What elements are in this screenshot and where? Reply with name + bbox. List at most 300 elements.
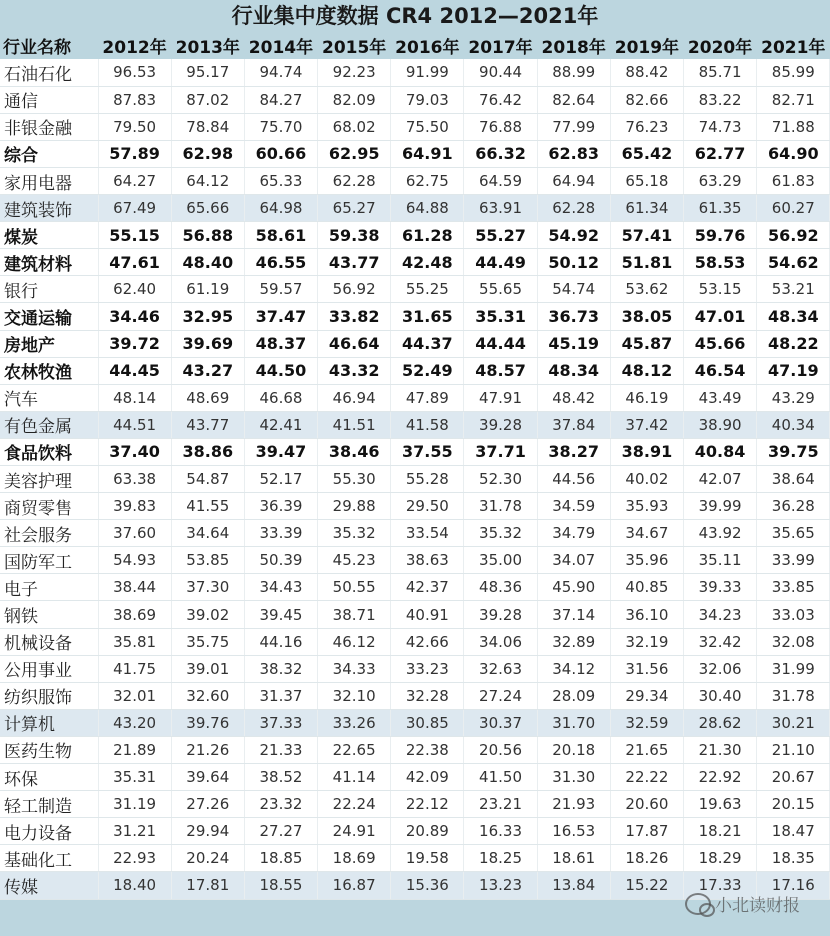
value-cell: 38.44 bbox=[98, 574, 171, 601]
value-cell: 17.81 bbox=[171, 872, 244, 899]
value-cell: 45.87 bbox=[610, 330, 683, 357]
value-cell: 54.92 bbox=[537, 222, 610, 249]
value-cell: 96.53 bbox=[98, 59, 171, 86]
value-cell: 45.19 bbox=[537, 330, 610, 357]
value-cell: 33.54 bbox=[391, 520, 464, 547]
value-cell: 37.47 bbox=[244, 303, 317, 330]
value-cell: 65.27 bbox=[318, 195, 391, 222]
value-cell: 39.28 bbox=[464, 601, 537, 628]
value-cell: 31.65 bbox=[391, 303, 464, 330]
value-cell: 34.64 bbox=[171, 520, 244, 547]
value-cell: 33.23 bbox=[391, 655, 464, 682]
industry-name-cell: 石油石化 bbox=[0, 59, 98, 86]
industry-name-cell: 国防军工 bbox=[0, 547, 98, 574]
value-cell: 34.23 bbox=[684, 601, 757, 628]
header-year: 2015年 bbox=[318, 32, 391, 59]
value-cell: 18.47 bbox=[757, 818, 830, 845]
value-cell: 28.62 bbox=[684, 709, 757, 736]
value-cell: 67.49 bbox=[98, 195, 171, 222]
value-cell: 88.42 bbox=[610, 59, 683, 86]
value-cell: 76.23 bbox=[610, 113, 683, 140]
value-cell: 20.89 bbox=[391, 818, 464, 845]
value-cell: 30.21 bbox=[757, 709, 830, 736]
value-cell: 62.75 bbox=[391, 167, 464, 194]
industry-name-cell: 社会服务 bbox=[0, 520, 98, 547]
header-year: 2020年 bbox=[684, 32, 757, 59]
value-cell: 32.28 bbox=[391, 682, 464, 709]
value-cell: 23.21 bbox=[464, 791, 537, 818]
header-year: 2018年 bbox=[537, 32, 610, 59]
value-cell: 28.09 bbox=[537, 682, 610, 709]
value-cell: 47.01 bbox=[684, 303, 757, 330]
value-cell: 82.09 bbox=[318, 86, 391, 113]
table-row bbox=[0, 466, 830, 493]
value-cell: 58.61 bbox=[244, 222, 317, 249]
value-cell: 63.29 bbox=[684, 167, 757, 194]
value-cell: 18.35 bbox=[757, 845, 830, 872]
value-cell: 48.14 bbox=[98, 384, 171, 411]
value-cell: 40.85 bbox=[610, 574, 683, 601]
value-cell: 85.99 bbox=[757, 59, 830, 86]
value-cell: 31.21 bbox=[98, 818, 171, 845]
value-cell: 37.14 bbox=[537, 601, 610, 628]
value-cell: 44.44 bbox=[464, 330, 537, 357]
value-cell: 64.98 bbox=[244, 195, 317, 222]
value-cell: 31.30 bbox=[537, 764, 610, 791]
value-cell: 18.85 bbox=[244, 845, 317, 872]
value-cell: 77.99 bbox=[537, 113, 610, 140]
value-cell: 43.77 bbox=[171, 411, 244, 438]
table-row bbox=[0, 167, 830, 194]
value-cell: 42.66 bbox=[391, 628, 464, 655]
table-header bbox=[0, 32, 830, 59]
value-cell: 20.15 bbox=[757, 791, 830, 818]
value-cell: 47.19 bbox=[757, 357, 830, 384]
value-cell: 22.93 bbox=[98, 845, 171, 872]
industry-name-cell: 房地产 bbox=[0, 330, 98, 357]
header-year: 2013年 bbox=[171, 32, 244, 59]
value-cell: 43.32 bbox=[318, 357, 391, 384]
value-cell: 64.27 bbox=[98, 167, 171, 194]
value-cell: 38.71 bbox=[318, 601, 391, 628]
value-cell: 39.99 bbox=[684, 493, 757, 520]
value-cell: 21.65 bbox=[610, 736, 683, 763]
value-cell: 48.37 bbox=[244, 330, 317, 357]
value-cell: 32.01 bbox=[98, 682, 171, 709]
value-cell: 22.92 bbox=[684, 764, 757, 791]
value-cell: 44.16 bbox=[244, 628, 317, 655]
industry-name-cell: 轻工制造 bbox=[0, 791, 98, 818]
value-cell: 33.39 bbox=[244, 520, 317, 547]
value-cell: 52.30 bbox=[464, 466, 537, 493]
value-cell: 36.39 bbox=[244, 493, 317, 520]
value-cell: 75.50 bbox=[391, 113, 464, 140]
value-cell: 62.77 bbox=[684, 140, 757, 167]
value-cell: 35.11 bbox=[684, 547, 757, 574]
value-cell: 41.51 bbox=[318, 411, 391, 438]
value-cell: 82.64 bbox=[537, 86, 610, 113]
value-cell: 43.27 bbox=[171, 357, 244, 384]
value-cell: 42.07 bbox=[684, 466, 757, 493]
value-cell: 40.91 bbox=[391, 601, 464, 628]
value-cell: 48.40 bbox=[171, 249, 244, 276]
value-cell: 39.33 bbox=[684, 574, 757, 601]
value-cell: 39.75 bbox=[757, 438, 830, 465]
value-cell: 40.02 bbox=[610, 466, 683, 493]
value-cell: 50.39 bbox=[244, 547, 317, 574]
value-cell: 22.38 bbox=[391, 736, 464, 763]
value-cell: 35.31 bbox=[98, 764, 171, 791]
industry-name-cell: 通信 bbox=[0, 86, 98, 113]
industry-name-cell: 电子 bbox=[0, 574, 98, 601]
value-cell: 22.65 bbox=[318, 736, 391, 763]
value-cell: 61.28 bbox=[391, 222, 464, 249]
value-cell: 68.02 bbox=[318, 113, 391, 140]
value-cell: 31.78 bbox=[757, 682, 830, 709]
value-cell: 65.33 bbox=[244, 167, 317, 194]
industry-name-cell: 环保 bbox=[0, 764, 98, 791]
watermark-text: 小北读财报 bbox=[715, 896, 800, 916]
value-cell: 37.60 bbox=[98, 520, 171, 547]
value-cell: 62.28 bbox=[537, 195, 610, 222]
value-cell: 39.72 bbox=[98, 330, 171, 357]
value-cell: 62.40 bbox=[98, 276, 171, 303]
table-row bbox=[0, 682, 830, 709]
value-cell: 71.88 bbox=[757, 113, 830, 140]
value-cell: 22.22 bbox=[610, 764, 683, 791]
value-cell: 61.19 bbox=[171, 276, 244, 303]
header-year: 2012年 bbox=[98, 32, 171, 59]
value-cell: 46.55 bbox=[244, 249, 317, 276]
value-cell: 82.66 bbox=[610, 86, 683, 113]
value-cell: 32.10 bbox=[318, 682, 391, 709]
value-cell: 36.73 bbox=[537, 303, 610, 330]
table-row bbox=[0, 655, 830, 682]
value-cell: 18.25 bbox=[464, 845, 537, 872]
value-cell: 46.54 bbox=[684, 357, 757, 384]
value-cell: 34.12 bbox=[537, 655, 610, 682]
table-row bbox=[0, 276, 830, 303]
value-cell: 45.66 bbox=[684, 330, 757, 357]
value-cell: 21.89 bbox=[98, 736, 171, 763]
value-cell: 82.71 bbox=[757, 86, 830, 113]
value-cell: 18.21 bbox=[684, 818, 757, 845]
industry-name-cell: 煤炭 bbox=[0, 222, 98, 249]
value-cell: 55.28 bbox=[391, 466, 464, 493]
value-cell: 35.75 bbox=[171, 628, 244, 655]
value-cell: 63.38 bbox=[98, 466, 171, 493]
value-cell: 32.95 bbox=[171, 303, 244, 330]
value-cell: 15.22 bbox=[610, 872, 683, 899]
value-cell: 66.32 bbox=[464, 140, 537, 167]
value-cell: 37.30 bbox=[171, 574, 244, 601]
value-cell: 33.99 bbox=[757, 547, 830, 574]
value-cell: 21.10 bbox=[757, 736, 830, 763]
value-cell: 94.74 bbox=[244, 59, 317, 86]
value-cell: 48.42 bbox=[537, 384, 610, 411]
value-cell: 33.85 bbox=[757, 574, 830, 601]
wechat-icon bbox=[685, 893, 711, 915]
value-cell: 22.24 bbox=[318, 791, 391, 818]
value-cell: 29.50 bbox=[391, 493, 464, 520]
industry-name-cell: 非银金融 bbox=[0, 113, 98, 140]
value-cell: 32.60 bbox=[171, 682, 244, 709]
value-cell: 88.99 bbox=[537, 59, 610, 86]
industry-name-cell: 电力设备 bbox=[0, 818, 98, 845]
value-cell: 46.19 bbox=[610, 384, 683, 411]
value-cell: 38.91 bbox=[610, 438, 683, 465]
value-cell: 61.34 bbox=[610, 195, 683, 222]
value-cell: 35.32 bbox=[464, 520, 537, 547]
value-cell: 27.26 bbox=[171, 791, 244, 818]
value-cell: 84.27 bbox=[244, 86, 317, 113]
table-row bbox=[0, 845, 830, 872]
value-cell: 55.65 bbox=[464, 276, 537, 303]
value-cell: 87.83 bbox=[98, 86, 171, 113]
value-cell: 64.94 bbox=[537, 167, 610, 194]
value-cell: 50.55 bbox=[318, 574, 391, 601]
value-cell: 38.90 bbox=[684, 411, 757, 438]
value-cell: 31.78 bbox=[464, 493, 537, 520]
value-cell: 54.62 bbox=[757, 249, 830, 276]
value-cell: 13.23 bbox=[464, 872, 537, 899]
value-cell: 18.26 bbox=[610, 845, 683, 872]
value-cell: 40.34 bbox=[757, 411, 830, 438]
value-cell: 53.62 bbox=[610, 276, 683, 303]
value-cell: 63.91 bbox=[464, 195, 537, 222]
industry-name-cell: 农林牧渔 bbox=[0, 357, 98, 384]
value-cell: 35.00 bbox=[464, 547, 537, 574]
value-cell: 64.88 bbox=[391, 195, 464, 222]
value-cell: 35.96 bbox=[610, 547, 683, 574]
value-cell: 62.95 bbox=[318, 140, 391, 167]
value-cell: 31.70 bbox=[537, 709, 610, 736]
table-row bbox=[0, 357, 830, 384]
value-cell: 85.71 bbox=[684, 59, 757, 86]
value-cell: 64.12 bbox=[171, 167, 244, 194]
value-cell: 35.93 bbox=[610, 493, 683, 520]
value-cell: 37.71 bbox=[464, 438, 537, 465]
value-cell: 62.28 bbox=[318, 167, 391, 194]
value-cell: 54.74 bbox=[537, 276, 610, 303]
value-cell: 27.27 bbox=[244, 818, 317, 845]
value-cell: 42.48 bbox=[391, 249, 464, 276]
value-cell: 32.06 bbox=[684, 655, 757, 682]
value-cell: 57.41 bbox=[610, 222, 683, 249]
value-cell: 79.03 bbox=[391, 86, 464, 113]
value-cell: 48.69 bbox=[171, 384, 244, 411]
value-cell: 29.34 bbox=[610, 682, 683, 709]
value-cell: 42.37 bbox=[391, 574, 464, 601]
value-cell: 60.66 bbox=[244, 140, 317, 167]
value-cell: 41.75 bbox=[98, 655, 171, 682]
table-row bbox=[0, 411, 830, 438]
table-row bbox=[0, 547, 830, 574]
industry-name-cell: 有色金属 bbox=[0, 411, 98, 438]
value-cell: 30.85 bbox=[391, 709, 464, 736]
value-cell: 44.37 bbox=[391, 330, 464, 357]
table-row bbox=[0, 764, 830, 791]
header-year: 2014年 bbox=[244, 32, 317, 59]
value-cell: 17.87 bbox=[610, 818, 683, 845]
value-cell: 53.21 bbox=[757, 276, 830, 303]
value-cell: 18.29 bbox=[684, 845, 757, 872]
value-cell: 44.56 bbox=[537, 466, 610, 493]
value-cell: 65.42 bbox=[610, 140, 683, 167]
value-cell: 20.24 bbox=[171, 845, 244, 872]
value-cell: 41.50 bbox=[464, 764, 537, 791]
table-body bbox=[0, 59, 830, 899]
value-cell: 16.33 bbox=[464, 818, 537, 845]
value-cell: 34.43 bbox=[244, 574, 317, 601]
table-row bbox=[0, 249, 830, 276]
value-cell: 65.18 bbox=[610, 167, 683, 194]
value-cell: 36.10 bbox=[610, 601, 683, 628]
value-cell: 78.84 bbox=[171, 113, 244, 140]
value-cell: 23.32 bbox=[244, 791, 317, 818]
value-cell: 21.33 bbox=[244, 736, 317, 763]
value-cell: 36.28 bbox=[757, 493, 830, 520]
table-row bbox=[0, 140, 830, 167]
value-cell: 41.58 bbox=[391, 411, 464, 438]
industry-name-cell: 机械设备 bbox=[0, 628, 98, 655]
value-cell: 90.44 bbox=[464, 59, 537, 86]
table-row bbox=[0, 628, 830, 655]
value-cell: 83.22 bbox=[684, 86, 757, 113]
value-cell: 34.67 bbox=[610, 520, 683, 547]
value-cell: 76.42 bbox=[464, 86, 537, 113]
value-cell: 38.52 bbox=[244, 764, 317, 791]
value-cell: 34.33 bbox=[318, 655, 391, 682]
value-cell: 38.86 bbox=[171, 438, 244, 465]
value-cell: 48.12 bbox=[610, 357, 683, 384]
header-year: 2017年 bbox=[464, 32, 537, 59]
header-year: 2019年 bbox=[610, 32, 683, 59]
table-row bbox=[0, 520, 830, 547]
table-row bbox=[0, 330, 830, 357]
industry-name-cell: 传媒 bbox=[0, 872, 98, 899]
table-row bbox=[0, 601, 830, 628]
value-cell: 47.89 bbox=[391, 384, 464, 411]
value-cell: 53.15 bbox=[684, 276, 757, 303]
table-row bbox=[0, 59, 830, 86]
value-cell: 20.56 bbox=[464, 736, 537, 763]
value-cell: 79.50 bbox=[98, 113, 171, 140]
value-cell: 48.34 bbox=[757, 303, 830, 330]
industry-name-cell: 美容护理 bbox=[0, 466, 98, 493]
value-cell: 37.55 bbox=[391, 438, 464, 465]
value-cell: 56.92 bbox=[757, 222, 830, 249]
table-row bbox=[0, 791, 830, 818]
value-cell: 38.32 bbox=[244, 655, 317, 682]
value-cell: 34.06 bbox=[464, 628, 537, 655]
value-cell: 30.40 bbox=[684, 682, 757, 709]
industry-name-cell: 汽车 bbox=[0, 384, 98, 411]
value-cell: 39.01 bbox=[171, 655, 244, 682]
value-cell: 37.84 bbox=[537, 411, 610, 438]
value-cell: 31.37 bbox=[244, 682, 317, 709]
value-cell: 31.99 bbox=[757, 655, 830, 682]
value-cell: 31.19 bbox=[98, 791, 171, 818]
value-cell: 62.83 bbox=[537, 140, 610, 167]
value-cell: 39.76 bbox=[171, 709, 244, 736]
value-cell: 38.05 bbox=[610, 303, 683, 330]
value-cell: 55.25 bbox=[391, 276, 464, 303]
value-cell: 32.08 bbox=[757, 628, 830, 655]
value-cell: 43.77 bbox=[318, 249, 391, 276]
value-cell: 29.88 bbox=[318, 493, 391, 520]
table-row bbox=[0, 222, 830, 249]
table-row bbox=[0, 195, 830, 222]
table-row bbox=[0, 818, 830, 845]
value-cell: 48.57 bbox=[464, 357, 537, 384]
value-cell: 56.88 bbox=[171, 222, 244, 249]
value-cell: 40.84 bbox=[684, 438, 757, 465]
value-cell: 31.56 bbox=[610, 655, 683, 682]
value-cell: 48.36 bbox=[464, 574, 537, 601]
value-cell: 39.02 bbox=[171, 601, 244, 628]
table-row bbox=[0, 113, 830, 140]
value-cell: 45.90 bbox=[537, 574, 610, 601]
value-cell: 41.14 bbox=[318, 764, 391, 791]
value-cell: 45.23 bbox=[318, 547, 391, 574]
value-cell: 59.57 bbox=[244, 276, 317, 303]
table-row bbox=[0, 384, 830, 411]
industry-name-cell: 建筑装饰 bbox=[0, 195, 98, 222]
table-row bbox=[0, 574, 830, 601]
value-cell: 37.42 bbox=[610, 411, 683, 438]
industry-name-cell: 商贸零售 bbox=[0, 493, 98, 520]
value-cell: 37.40 bbox=[98, 438, 171, 465]
value-cell: 21.93 bbox=[537, 791, 610, 818]
industry-name-cell: 基础化工 bbox=[0, 845, 98, 872]
value-cell: 87.02 bbox=[171, 86, 244, 113]
table-row bbox=[0, 86, 830, 113]
value-cell: 59.76 bbox=[684, 222, 757, 249]
value-cell: 32.89 bbox=[537, 628, 610, 655]
table-row bbox=[0, 493, 830, 520]
industry-name-cell: 综合 bbox=[0, 140, 98, 167]
value-cell: 44.50 bbox=[244, 357, 317, 384]
header-year: 2021年 bbox=[757, 32, 830, 59]
value-cell: 38.27 bbox=[537, 438, 610, 465]
industry-name-cell: 建筑材料 bbox=[0, 249, 98, 276]
value-cell: 39.83 bbox=[98, 493, 171, 520]
value-cell: 55.27 bbox=[464, 222, 537, 249]
value-cell: 18.55 bbox=[244, 872, 317, 899]
table-row bbox=[0, 438, 830, 465]
value-cell: 46.68 bbox=[244, 384, 317, 411]
value-cell: 35.32 bbox=[318, 520, 391, 547]
value-cell: 34.79 bbox=[537, 520, 610, 547]
value-cell: 38.69 bbox=[98, 601, 171, 628]
value-cell: 18.40 bbox=[98, 872, 171, 899]
value-cell: 59.38 bbox=[318, 222, 391, 249]
value-cell: 41.55 bbox=[171, 493, 244, 520]
value-cell: 20.67 bbox=[757, 764, 830, 791]
value-cell: 35.65 bbox=[757, 520, 830, 547]
value-cell: 17.33 bbox=[684, 872, 757, 899]
industry-name-cell: 交通运输 bbox=[0, 303, 98, 330]
industry-name-cell: 钢铁 bbox=[0, 601, 98, 628]
value-cell: 13.84 bbox=[537, 872, 610, 899]
value-cell: 37.33 bbox=[244, 709, 317, 736]
industry-name-cell: 纺织服饰 bbox=[0, 682, 98, 709]
value-cell: 38.63 bbox=[391, 547, 464, 574]
value-cell: 21.26 bbox=[171, 736, 244, 763]
value-cell: 18.61 bbox=[537, 845, 610, 872]
table-row bbox=[0, 709, 830, 736]
